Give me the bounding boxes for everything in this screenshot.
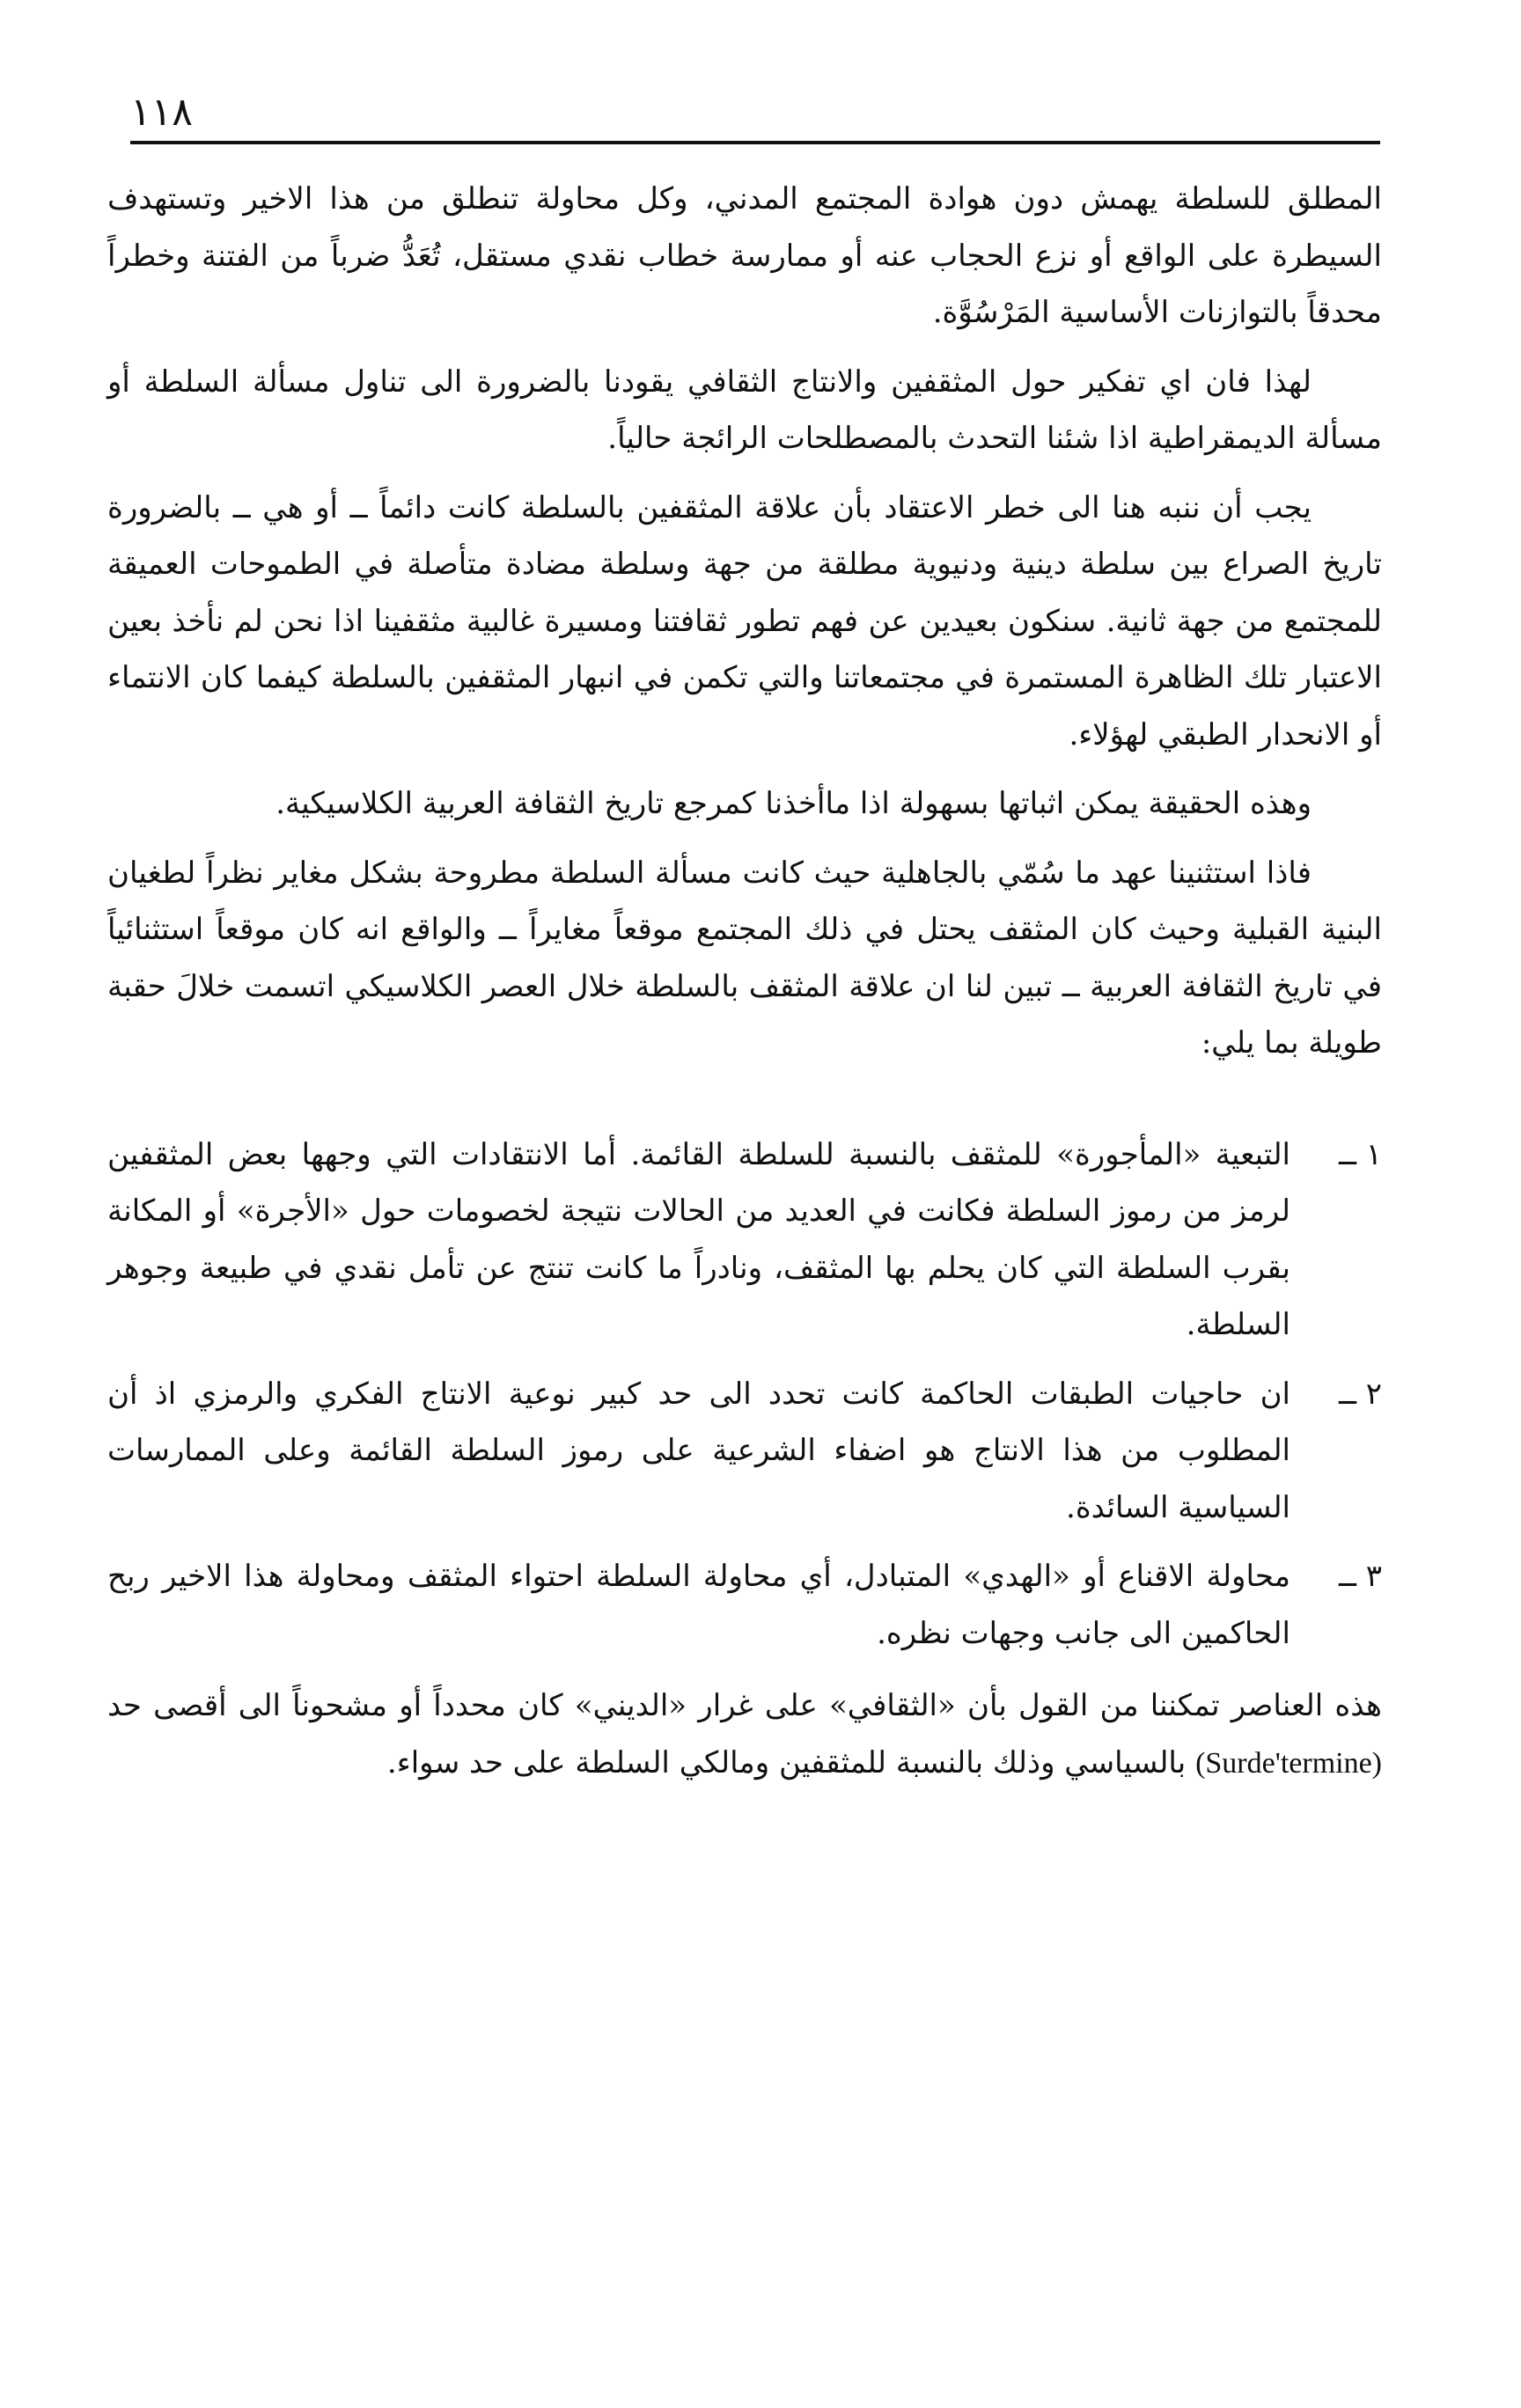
- header-rule: [130, 141, 1380, 144]
- list-item: [107, 1548, 1382, 1662]
- body-text: [107, 171, 1382, 1804]
- list-marker: ٢ ــ: [1339, 1376, 1382, 1412]
- paragraph-1: المطلق للسلطة يهمش دون هوادة المجتمع المدني، وكل محاولة تنطلق من هذا الاخير وتستهدف السيطرة على الواقع أو نزع الحجاب عنه أو ممارسة خطاب نقدي مستقل، تُعَدُّ ضرباً من الفتنة وخطراً محدقاً بالتوازنات الأساسية المَرْسُوَّة.: [107, 181, 1382, 330]
- list-item: [107, 1127, 1382, 1354]
- paragraph-4: وهذه الحقيقة يمكن اثباتها بسهولة اذا ماأخذنا كمرجع تاريخ الثقافة العربية الكلاسيكية.: [276, 786, 1312, 821]
- paragraph-5: فاذا استثنينا عهد ما سُمّي بالجاهلية حيث كانت مسألة السلطة مطروحة بشكل مغاير نظراً لطغيان البنية القبلية وحيث كان المثقف يحتل في ذلك المجتمع موقعاً مغايراً ــ والواقع انه كان موقعاً استثنائياً في تاريخ الثقافة العربية ــ تبين لنا ان علاقة المثقف بالسلطة خلال العصر الكلاسيكي اتسمت خلالَ حقبة طويلة بما يلي:: [107, 855, 1382, 1061]
- list-marker: ٣ ــ: [1339, 1559, 1382, 1594]
- closing-text-start: هذه العناصر تمكننا من القول بأن «الثقافي» على غرار «الديني» كان محدداً أو مشحوناً الى أقصى حد: [107, 1688, 1382, 1723]
- list-item-text: ان حاجيات الطبقات الحاكمة كانت تحدد الى حد كبير نوعية الانتاج الفكري والرمزي اذ أن المطلوب من هذا الانتاج هو اضفاء الشرعية على رموز السلطة القائمة وعلى الممارسات السياسية السائدة.: [107, 1376, 1290, 1525]
- list-item-text: محاولة الاقناع أو «الهدي» المتبادل، أي محاولة السلطة احتواء المثقف ومحاولة هذا الاخير ربح الحاكمين الى جانب وجهات نظره.: [107, 1559, 1290, 1651]
- closing-text-end: بالسياسي وذلك بالنسبة للمثقفين ومالكي السلطة على حد سواء.: [386, 1744, 1187, 1780]
- latin-term: (Surde'termine): [1195, 1746, 1382, 1780]
- list-item-text: التبعية «المأجورة» للمثقف بالنسبة للسلطة القائمة. أما الانتقادات التي وجهها بعض المثقفين لرمز من رموز السلطة فكانت في العديد من الحالات نتيجة لخصومات حول «الأجرة» أو المكانة بقرب السلطة التي كان يحلم بها المثقف، ونادراً ما كانت تنتج عن تأمل نقدي في طبيعة وجوهر السلطة.: [107, 1136, 1290, 1342]
- list-item: [107, 1366, 1382, 1537]
- list-marker: ١ ــ: [1339, 1136, 1382, 1172]
- numbered-list: [107, 1127, 1382, 1663]
- page-number: ١١٨: [130, 90, 193, 135]
- paragraph-2: لهذا فان اي تفكير حول المثقفين والانتاج الثقافي يقودنا بالضرورة الى تناول مسألة السلطة أو مسألة الديمقراطية اذا شئنا التحدث بالمصطلحات الرائجة حالياً.: [107, 363, 1382, 456]
- closing-paragraph: [107, 1678, 1382, 1792]
- paragraph-3: يجب أن ننبه هنا الى خطر الاعتقاد بأن علاقة المثقفين بالسلطة كانت دائماً ــ أو هي ــ بالضرورة تاريخ الصراع بين سلطة دينية ودنيوية مطلقة من جهة وسلطة مضادة متأصلة في الطموحات العميقة للمجتمع من جهة ثانية. سنكون بعيدين عن فهم تطور ثقافتنا ومسيرة غالبية مثقفينا اذا نحن لم نأخذ بعين الاعتبار تلك الظاهرة المستمرة في مجتمعاتنا والتي تكمن في انبهار المثقفين بالسلطة كيفما كان الانتماء أو الانحدار الطبقي لهؤلاء.: [107, 489, 1382, 752]
